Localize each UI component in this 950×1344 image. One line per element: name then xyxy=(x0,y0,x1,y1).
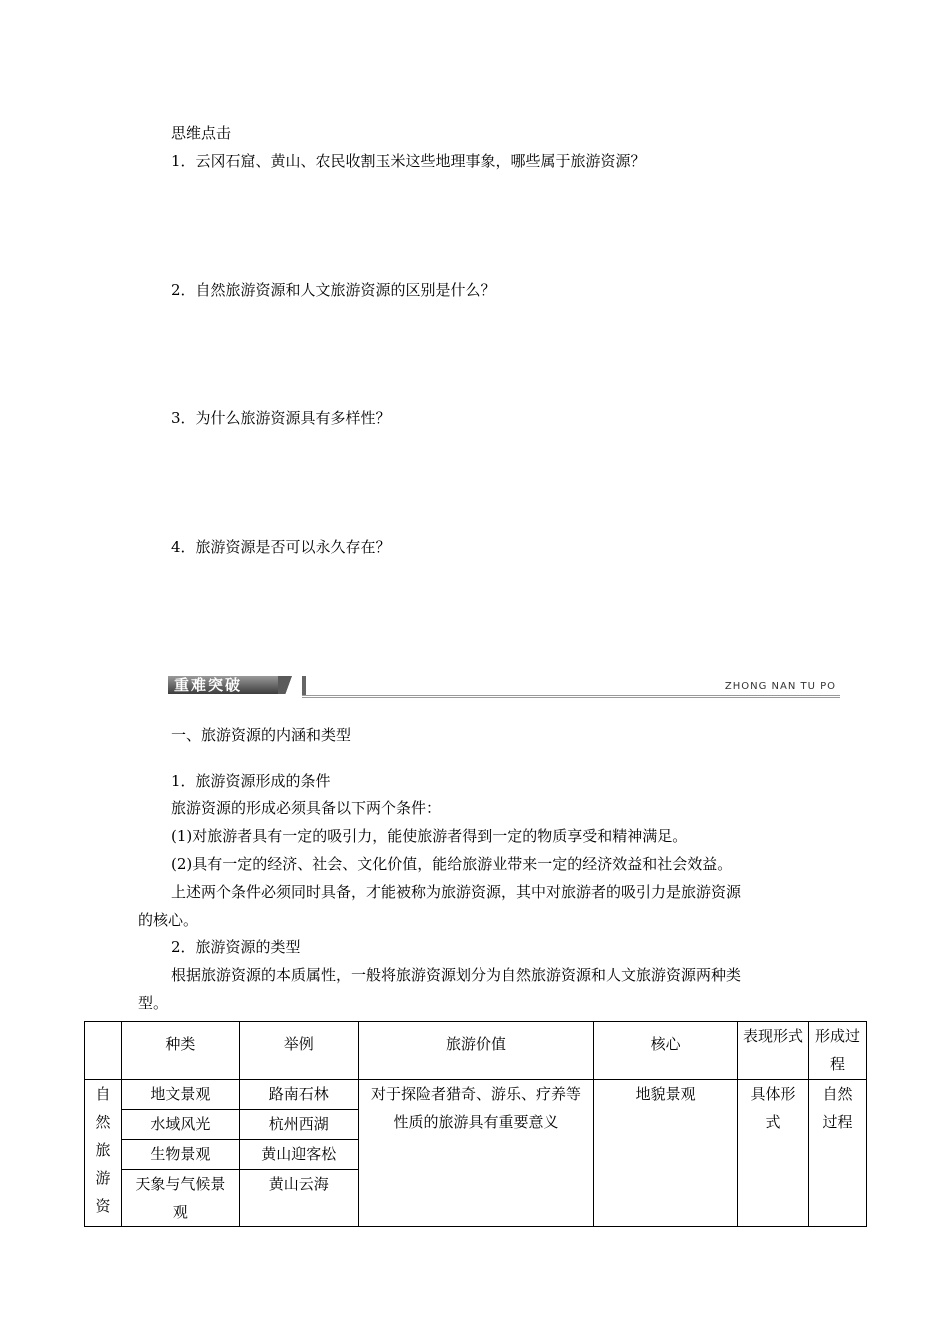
section-banner xyxy=(168,674,840,702)
kind-cell: 水域风光 xyxy=(121,1110,239,1140)
resource-table xyxy=(84,1021,867,1227)
core-cell: 地貌景观 xyxy=(594,1080,738,1227)
process-cell: 自然过程 xyxy=(809,1080,867,1227)
para-3: (1)对旅游者具有一定的吸引力，能使旅游者得到一定的物质享受和精神满足。 xyxy=(171,827,688,845)
header-form: 表现形式 xyxy=(738,1022,809,1080)
para-7a: 根据旅游资源的本质属性，一般将旅游资源划分为自然旅游资源和人文旅游资源两种类 xyxy=(171,966,742,984)
header-empty xyxy=(85,1022,122,1080)
section-title: 一、旅游资源的内涵和类型 xyxy=(171,726,352,744)
header-example: 举例 xyxy=(239,1022,358,1080)
header-value: 旅游价值 xyxy=(358,1022,594,1080)
example-cell: 黄山云海 xyxy=(239,1170,358,1227)
header-process: 形成过程 xyxy=(809,1022,867,1080)
para-6: 2．旅游资源的类型 xyxy=(171,938,301,956)
think-heading: 思维点击 xyxy=(171,124,232,142)
para-1: 1．旅游资源形成的条件 xyxy=(171,772,331,790)
example-cell: 黄山迎客松 xyxy=(239,1140,358,1170)
para-5a: 上述两个条件必须同时具备，才能被称为旅游资源，其中对旅游者的吸引力是旅游资源 xyxy=(171,883,742,901)
para-7b: 型。 xyxy=(138,994,169,1012)
table-header-row xyxy=(85,1022,867,1080)
question-4: 4．旅游资源是否可以永久存在？ xyxy=(171,538,391,556)
banner-rule xyxy=(302,695,840,698)
banner-english: ZHONG NAN TU PO xyxy=(724,681,836,692)
value-cell: 对于探险者猎奇、游乐、疗养等性质的旅游具有重要意义 xyxy=(358,1080,594,1227)
table-row xyxy=(85,1080,867,1110)
kind-cell: 生物景观 xyxy=(121,1140,239,1170)
question-3: 3．为什么旅游资源具有多样性？ xyxy=(171,409,391,427)
header-kind: 种类 xyxy=(121,1022,239,1080)
para-2: 旅游资源的形成必须具备以下两个条件： xyxy=(171,799,442,817)
kind-cell: 天象与气候景观 xyxy=(121,1170,239,1227)
form-cell: 具体形式 xyxy=(738,1080,809,1227)
para-4: (2)具有一定的经济、社会、文化价值，能给旅游业带来一定的经济效益和社会效益。 xyxy=(171,855,733,873)
kind-cell: 地文景观 xyxy=(121,1080,239,1110)
para-5b: 的核心。 xyxy=(138,911,199,929)
example-cell: 路南石林 xyxy=(239,1080,358,1110)
header-core: 核心 xyxy=(594,1022,738,1080)
example-cell: 杭州西湖 xyxy=(239,1110,358,1140)
banner-title: 重难突破 xyxy=(174,676,243,694)
category-cell: 自然旅游资 xyxy=(85,1080,122,1227)
question-1: 1．云冈石窟、黄山、农民收割玉米这些地理事象，哪些属于旅游资源？ xyxy=(171,152,646,170)
question-2: 2．自然旅游资源和人文旅游资源的区别是什么？ xyxy=(171,281,496,299)
